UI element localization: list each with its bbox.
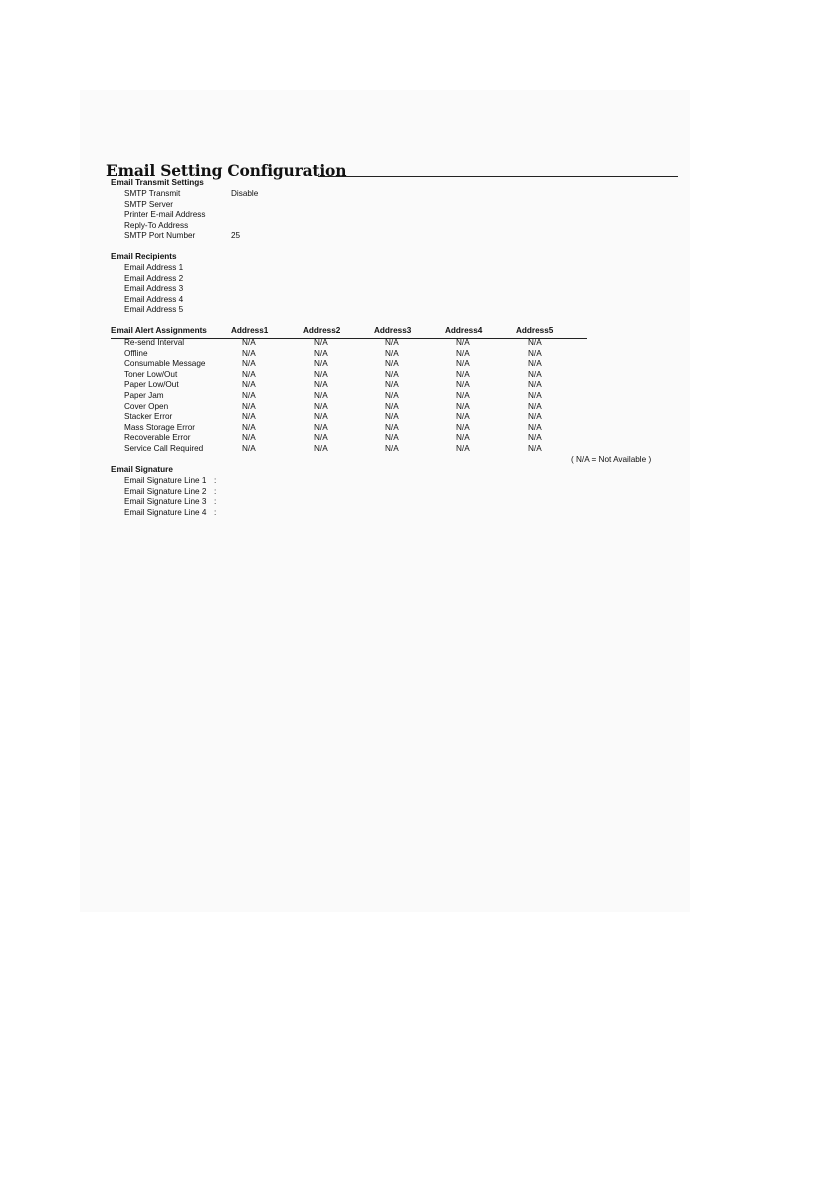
- alert-cell: N/A: [456, 338, 470, 347]
- alert-cell: N/A: [242, 359, 256, 369]
- alert-label: Offline: [124, 348, 148, 358]
- recipient-row: Email Address 5: [124, 305, 184, 314]
- alert-label: Cover Open: [124, 401, 169, 411]
- alert-cell: N/A: [528, 391, 542, 400]
- transmit-label: Printer E-mail Address: [124, 210, 206, 219]
- alert-cell: N/A: [314, 369, 328, 379]
- alert-cell: N/A: [242, 422, 256, 432]
- alert-label: Mass Storage Error: [124, 422, 195, 432]
- alert-cell: N/A: [528, 348, 542, 358]
- alert-cell: N/A: [528, 444, 542, 453]
- alert-cell: N/A: [456, 369, 470, 379]
- page-title: Email Setting Configuration: [106, 161, 347, 180]
- alert-cell: N/A: [314, 380, 328, 390]
- alert-cell: N/A: [456, 380, 470, 390]
- alert-label: Recoverable Error: [124, 433, 191, 443]
- column-header: Address4: [445, 326, 483, 335]
- alert-label: Paper Low/Out: [124, 380, 179, 390]
- signature-row: [124, 486, 217, 498]
- alert-cell: N/A: [456, 412, 470, 422]
- alert-cell: N/A: [314, 338, 328, 347]
- alert-label: Toner Low/Out: [124, 369, 178, 379]
- alert-cell: N/A: [242, 338, 256, 347]
- alert-label: Service Call Required: [124, 444, 204, 453]
- alert-cell: N/A: [242, 401, 256, 411]
- column-header: Address3: [374, 326, 412, 335]
- alert-cell: N/A: [242, 369, 256, 379]
- transmit-label: SMTP Port Number: [124, 231, 196, 240]
- signature-separator: :: [214, 476, 217, 485]
- signature-label: Email Signature Line 1: [124, 476, 207, 485]
- signature-separator: :: [214, 486, 217, 496]
- alert-cell: N/A: [385, 359, 399, 369]
- alert-cell: N/A: [456, 422, 470, 432]
- alert-cell: N/A: [314, 444, 328, 453]
- alert-cell: N/A: [385, 380, 399, 390]
- signature-label: Email Signature Line 4: [124, 507, 207, 517]
- alert-cell: N/A: [528, 422, 542, 432]
- alert-row: [124, 359, 542, 370]
- transmit-label: SMTP Server: [124, 199, 173, 209]
- alert-cell: N/A: [456, 433, 470, 443]
- signature-separator: :: [214, 497, 217, 506]
- recipient-row: Email Address 4: [124, 294, 184, 304]
- alert-cell: N/A: [456, 391, 470, 400]
- alert-cell: N/A: [385, 348, 399, 358]
- alert-cell: N/A: [385, 422, 399, 432]
- alert-cell: N/A: [242, 433, 256, 443]
- transmit-row: [124, 210, 205, 221]
- alert-cell: N/A: [314, 348, 328, 358]
- alert-cell: N/A: [528, 401, 542, 411]
- alert-row: [124, 444, 542, 455]
- alert-row: [124, 401, 542, 413]
- transmit-row: [124, 200, 173, 211]
- alert-cell: N/A: [314, 412, 328, 422]
- alert-row: [124, 338, 542, 349]
- alert-cell: N/A: [242, 348, 256, 358]
- alert-row: [124, 391, 542, 402]
- alert-cell: N/A: [385, 391, 399, 400]
- alert-row: [124, 412, 542, 423]
- transmit-label: SMTP Transmit: [124, 189, 181, 198]
- alert-row: [124, 433, 542, 444]
- signature-separator: :: [214, 507, 217, 517]
- alert-cell: N/A: [456, 401, 470, 411]
- title-row: [106, 161, 678, 179]
- alert-cell: N/A: [242, 412, 256, 422]
- alert-cell: N/A: [456, 444, 470, 453]
- alert-cell: N/A: [385, 401, 399, 411]
- alert-cell: N/A: [314, 433, 328, 443]
- alert-label: Re-send Interval: [124, 338, 185, 347]
- signature-row: [124, 507, 217, 519]
- alert-cell: N/A: [528, 338, 542, 347]
- transmit-row: [124, 231, 241, 242]
- alert-row: [124, 348, 542, 360]
- alert-cell: N/A: [385, 369, 399, 379]
- alert-label: Paper Jam: [124, 391, 164, 400]
- alert-row: [124, 422, 542, 434]
- transmit-value: 25: [231, 231, 241, 240]
- alerts-heading: Email Alert Assignments: [111, 326, 207, 335]
- recipient-row: Email Address 3: [124, 284, 184, 293]
- column-header: Address2: [303, 326, 341, 335]
- alert-cell: N/A: [242, 444, 256, 453]
- transmit-row: [124, 189, 259, 200]
- recipient-row: Email Address 2: [124, 273, 184, 283]
- recipient-row: Email Address 1: [124, 263, 184, 272]
- alert-cell: N/A: [385, 444, 399, 453]
- signature-row: [124, 497, 217, 508]
- transmit-heading: Email Transmit Settings: [111, 178, 204, 187]
- alert-cell: N/A: [242, 380, 256, 390]
- alert-cell: N/A: [314, 391, 328, 400]
- alert-cell: N/A: [528, 369, 542, 379]
- alert-row: [124, 369, 542, 381]
- alert-cell: N/A: [528, 359, 542, 369]
- alert-cell: N/A: [242, 391, 256, 400]
- transmit-row: [124, 221, 188, 232]
- alert-cell: N/A: [385, 338, 399, 347]
- alert-cell: N/A: [314, 422, 328, 432]
- recipients-heading: Email Recipients: [111, 252, 177, 261]
- signature-heading: Email Signature: [111, 465, 173, 474]
- alert-row: [124, 380, 542, 391]
- transmit-label: Reply-To Address: [124, 220, 189, 230]
- signature-row: [124, 476, 217, 487]
- alert-label: Stacker Error: [124, 412, 173, 422]
- alert-label: Consumable Message: [124, 359, 206, 369]
- availability-note: ( N/A = Not Available ): [571, 455, 652, 464]
- column-header: Address5: [516, 326, 554, 335]
- signature-label: Email Signature Line 2: [124, 486, 207, 496]
- alert-cell: N/A: [314, 401, 328, 411]
- title-rule: [318, 176, 678, 177]
- alert-cell: N/A: [314, 359, 328, 369]
- alert-cell: N/A: [528, 380, 542, 390]
- alert-cell: N/A: [528, 433, 542, 443]
- alert-cell: N/A: [385, 433, 399, 443]
- column-header: Address1: [231, 326, 269, 335]
- transmit-value: Disable: [231, 189, 259, 198]
- alert-cell: N/A: [456, 348, 470, 358]
- alert-cell: N/A: [528, 412, 542, 422]
- alert-cell: N/A: [385, 412, 399, 422]
- alert-cell: N/A: [456, 359, 470, 369]
- signature-label: Email Signature Line 3: [124, 497, 207, 506]
